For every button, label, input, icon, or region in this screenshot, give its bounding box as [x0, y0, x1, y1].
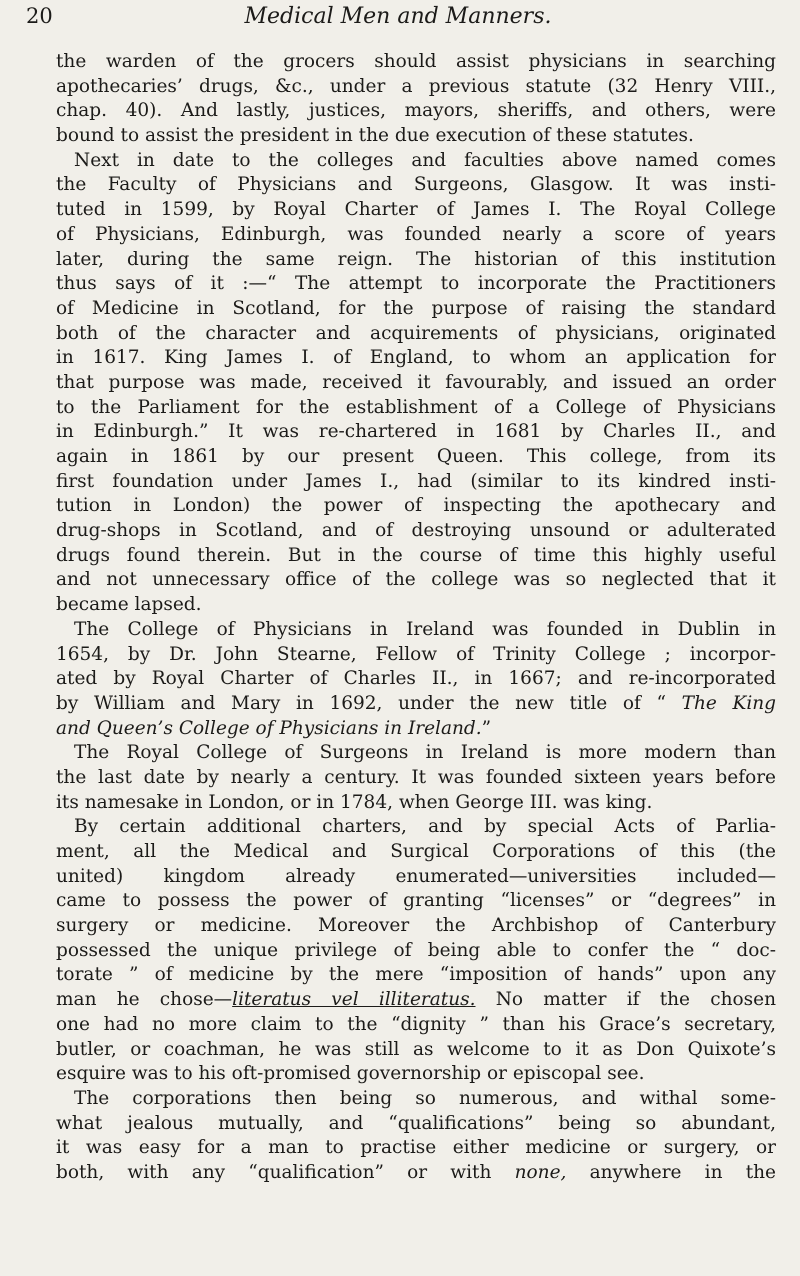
text-segment: ” [481, 717, 492, 739]
text-segment: united) kingdom already enumerated—universities included— [56, 865, 776, 887]
text-segment: drug-shops in Scotland, and of destroying unsound or adulterated [56, 520, 776, 542]
text-segment: ated by Royal Charter of Charles II., in 1667; and re-incorporated [56, 668, 776, 690]
text-segment: by William and Mary in 1692, under the new title of “ [56, 692, 682, 714]
text-segment: No matter if the chosen [475, 989, 776, 1011]
text-segment: again in 1861 by our present Queen. This college, from its [56, 446, 776, 467]
text-line [56, 445, 776, 470]
text-line [56, 643, 776, 668]
text-segment: drugs found therein. But in the course of time this highly useful [56, 544, 776, 566]
text-line [56, 371, 776, 396]
page-header [26, 4, 770, 38]
text-segment: of Medicine in Scotland, for the purpose of raising the standard [56, 297, 776, 319]
text-segment: bound to assist the president in the due execution of these statutes. [56, 125, 694, 147]
text-segment: came to possess the power of granting “licenses” or “degrees” in [56, 890, 776, 912]
text-segment: its namesake in London, or in 1784, when George III. was king. [56, 791, 653, 813]
text-line [56, 322, 776, 347]
text-segment: torate ” of medicine by the mere “imposition of hands” upon any [56, 964, 776, 986]
text-line [56, 815, 776, 840]
text-segment: The Royal College of Surgeons in Ireland is more modern than [74, 742, 776, 764]
text-segment: what jealous mutually, and “qualifications” being so abundant, [56, 1112, 776, 1134]
text-segment: became lapsed. [56, 594, 202, 616]
text-segment: of Physicians, Edinburgh, was founded nearly a score of years [56, 223, 776, 245]
text-segment: and not unnecessary office of the college was so neglected that it [56, 569, 776, 591]
text-line [56, 667, 776, 692]
text-segment: butler, or coachman, he was still as welcome to it as Don Quixote’s [56, 1038, 776, 1060]
text-segment: anywhere in the [566, 1161, 776, 1183]
text-line [56, 988, 776, 1013]
text-segment: thus says of it :—“ The attempt to incorporate the Practitioners [56, 273, 776, 295]
text-line [56, 593, 776, 618]
text-segment: possessed the unique privilege of being able to confer the “ doc- [56, 939, 776, 961]
text-segment: later, during the same reign. The historian of this institution [56, 248, 776, 270]
text-line [56, 544, 776, 569]
text-segment: apothecaries’ drugs, &c., under a previous statute (32 Henry VIII., [56, 75, 776, 97]
text-line [56, 1161, 776, 1186]
body-text [56, 50, 776, 1186]
text-segment: both of the character and acquirements of physicians, originated [56, 322, 776, 344]
text-line [56, 840, 776, 865]
text-line [56, 519, 776, 544]
text-line [56, 1087, 776, 1112]
text-line [56, 223, 776, 248]
text-line [56, 568, 776, 593]
text-line [56, 1062, 776, 1087]
text-line [56, 396, 776, 421]
text-line [56, 124, 776, 149]
text-segment: the warden of the grocers should assist physicians in searching [56, 51, 776, 72]
text-segment: in 1617. King James I. of England, to whom an application for [56, 347, 776, 369]
text-line [56, 939, 776, 964]
text-line [56, 1013, 776, 1038]
text-segment: one had no more claim to the “dignity ” than his Grace’s secretary, [56, 1013, 776, 1035]
text-line [56, 692, 776, 717]
text-segment: in Edinburgh.” It was re-chartered in 1681 by Charles II., and [56, 421, 776, 443]
text-line [56, 420, 776, 445]
text-line [56, 766, 776, 791]
running-title: Medical Men and Manners. [244, 4, 552, 29]
italic-text: The King [681, 692, 776, 714]
text-line [56, 297, 776, 322]
text-line [56, 889, 776, 914]
text-segment: to the Parliament for the establishment of a College of Physicians [56, 396, 776, 418]
text-line [56, 1038, 776, 1063]
italic-text: none, [514, 1161, 567, 1183]
text-segment: 1654, by Dr. John Stearne, Fellow of Trinity College ; incorpor- [56, 643, 776, 665]
text-segment: tuted in 1599, by Royal Charter of James I. The Royal College [56, 199, 776, 221]
text-line [56, 75, 776, 100]
text-line [56, 99, 776, 124]
italic-text: literatus vel illiteratus. [232, 989, 476, 1011]
text-segment: esquire was to his oft-promised governorship or episcopal see. [56, 1063, 645, 1085]
text-segment: the Faculty of Physicians and Surgeons, Glasgow. It was insti- [56, 174, 776, 196]
text-line [56, 618, 776, 643]
text-line [56, 198, 776, 223]
text-line [56, 494, 776, 519]
text-segment: surgery or medicine. Moreover the Archbishop of Canterbury [56, 915, 776, 937]
text-segment: chap. 40). And lastly, justices, mayors, sheriffs, and others, were [56, 100, 776, 122]
text-line [56, 1136, 776, 1161]
text-line [56, 272, 776, 297]
text-segment: first foundation under James I., had (similar to its kindred insti- [56, 470, 776, 492]
text-line [56, 1112, 776, 1137]
text-segment: both, with any “qualification” or with [56, 1161, 515, 1183]
italic-text: and Queen’s College of Physicians in Ireland. [56, 717, 482, 739]
text-segment: man he chose— [56, 989, 233, 1011]
text-segment: the last date by nearly a century. It was founded sixteen years before [56, 766, 776, 788]
text-line [56, 914, 776, 939]
text-segment: The corporations then being so numerous, and withal some- [74, 1087, 776, 1109]
text-segment: that purpose was made, received it favourably, and issued an order [56, 371, 776, 393]
text-segment: By certain additional charters, and by special Acts of Parlia- [74, 816, 776, 838]
text-line [56, 717, 776, 742]
text-line [56, 346, 776, 371]
text-line [56, 50, 776, 75]
text-segment: The College of Physicians in Ireland was founded in Dublin in [74, 618, 776, 640]
text-segment: tution in London) the power of inspecting the apothecary and [56, 495, 776, 517]
text-segment: it was easy for a man to practise either medicine or surgery, or [56, 1137, 776, 1159]
text-line [56, 173, 776, 198]
text-line [56, 741, 776, 766]
page-number: 20 [26, 4, 53, 28]
text-line [56, 791, 776, 816]
text-line [56, 470, 776, 495]
text-line [56, 248, 776, 273]
text-line [56, 865, 776, 890]
text-line [56, 963, 776, 988]
text-line [56, 149, 776, 174]
text-segment: Next in date to the colleges and faculties above named comes [74, 149, 776, 171]
text-segment: ment, all the Medical and Surgical Corporations of this (the [56, 841, 776, 862]
